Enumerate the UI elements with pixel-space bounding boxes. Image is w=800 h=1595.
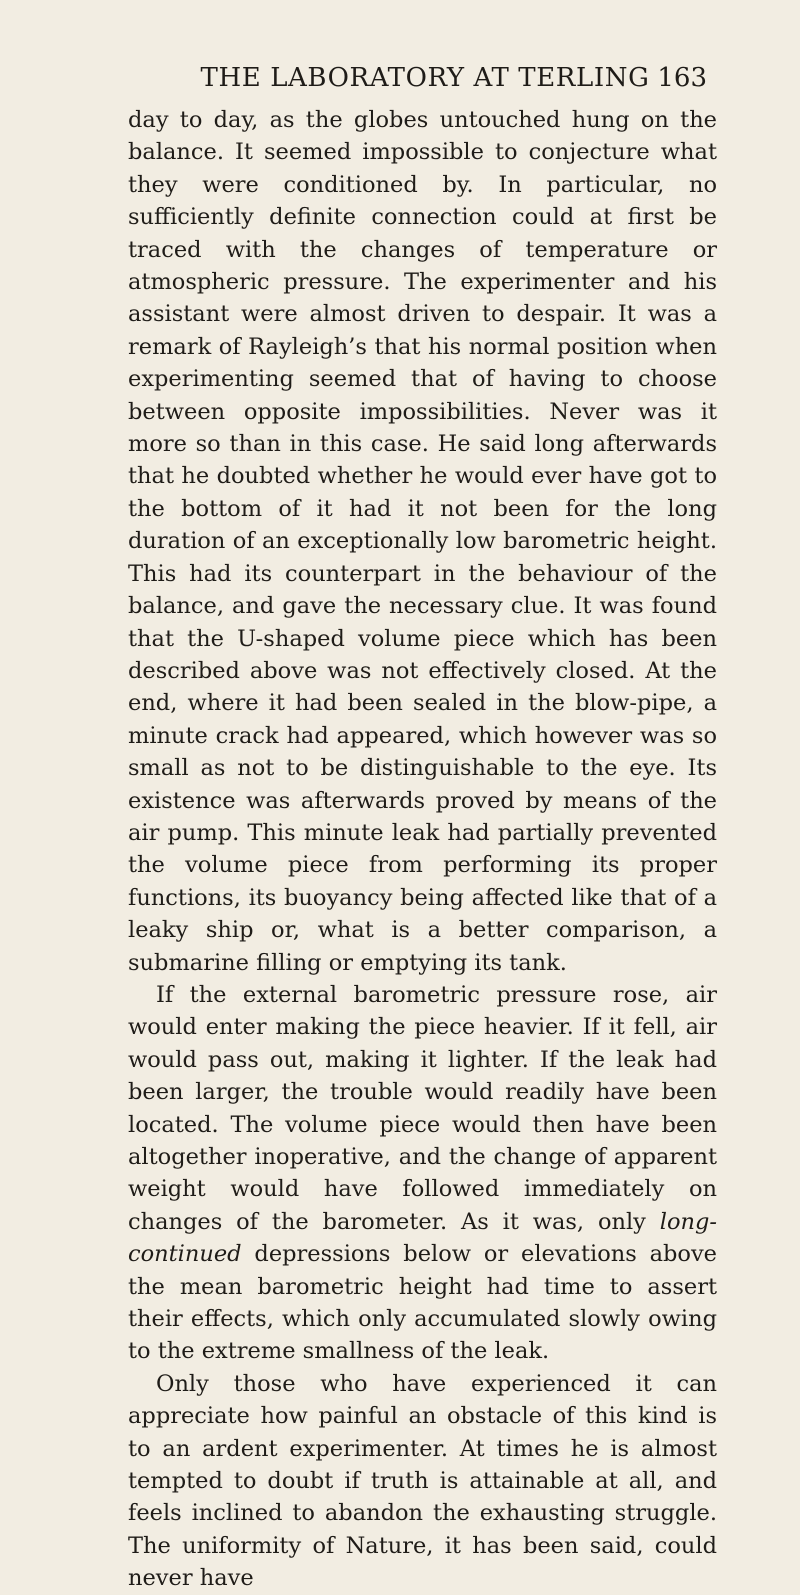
paragraph-2-text-start: If the external barometric pressure rose, air would enter making the piece heavier. If it fell, air would pass out, making it lighter. If the leak had been larger, the trouble would readily have been located. The volume piece would then have been altogether inoperative, and the change of apparent weight would have followed immediately on changes of the barometer. As it was, only: [128, 981, 717, 1235]
body-text: [128, 104, 717, 1595]
italic-emphasis: long-continued: [128, 1208, 717, 1268]
paragraph-1: [128, 104, 717, 979]
paragraph-2: [128, 979, 717, 1368]
page-number: 163: [657, 63, 707, 93]
paragraph-1-text: day to day, as the globes untouched hung on the balance. It seemed impossible to conjecture what they were conditioned by. In particular, no sufficiently definite connection could at first be traced with the changes of temperature or atmospheric pressure. The experimenter and his assistant were almost driven to despair. It was a remark of Rayleigh’s that his normal position when experimenting seemed that of having to choose between opposite impossibilities. Never was it more so than in this case. He said long afterwards that he doubted whether he would ever have got to the bottom of it had it not been for the long duration of an exceptionally low barometric height. This had its counterpart in the behaviour of the balance, and gave the necessary clue. It was found that the U-shaped volume piece which has been described above was not effectively closed. At the end, where it had been sealed in the blow-pipe, a minute crack had appeared, which however was so small as not to be distinguishable to the eye. Its existence was afterwards proved by means of the air pump. This minute leak had partially prevented the volume piece from performing its proper functions, its buoyancy being affected like that of a leaky ship or, what is a better comparison, a submarine filling or emptying its tank.: [128, 107, 717, 976]
running-head: [128, 58, 717, 98]
paragraph-3: [128, 1368, 717, 1595]
running-title: THE LABORATORY AT TERLING: [200, 63, 650, 93]
paragraph-2-text-end: depressions below or elevations above the mean barometric height had time to assert their effects, which only accumulated slowly owing to the extreme smallness of the leak.: [128, 1241, 717, 1365]
paragraph-3-text: Only those who have experienced it can appreciate how painful an obstacle of this kind is to an ardent experimenter. At times he is almost tempted to doubt if truth is attainable at all, and feels inclined to abandon the exhausting struggle. The uniformity of Nature, it has been said, could never have: [128, 1370, 717, 1592]
